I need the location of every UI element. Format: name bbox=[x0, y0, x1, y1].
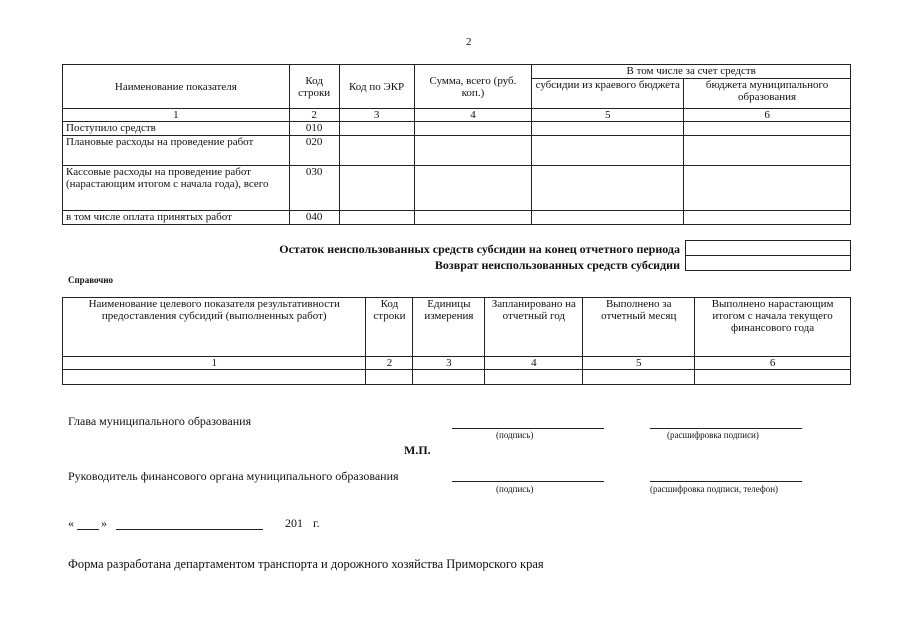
head-decode-line[interactable] bbox=[650, 428, 802, 429]
page-number: 2 bbox=[466, 36, 472, 48]
cell-ekr[interactable] bbox=[339, 166, 414, 211]
finance-sign-hint: (подпись) bbox=[496, 484, 534, 494]
row-code: 020 bbox=[289, 136, 339, 166]
cell-ekr[interactable] bbox=[339, 122, 414, 136]
cell-code[interactable] bbox=[366, 370, 413, 385]
footer-note: Форма разработана департаментом транспорта и дорожного хозяйства Приморского края bbox=[68, 557, 544, 571]
table-row bbox=[63, 370, 851, 385]
funds-table bbox=[62, 64, 851, 225]
cell-done-total[interactable] bbox=[695, 370, 851, 385]
col-done-total-header: Выполнено нарастающим итогом с начала текущего финансового года bbox=[695, 298, 851, 357]
cell-municipal[interactable] bbox=[684, 166, 851, 211]
cell-region[interactable] bbox=[532, 136, 684, 166]
date-day-field[interactable] bbox=[77, 529, 99, 530]
date-year-prefix: 201 bbox=[285, 516, 303, 530]
cell-region[interactable] bbox=[532, 211, 684, 225]
row-code: 010 bbox=[289, 122, 339, 136]
col-number: 5 bbox=[583, 357, 695, 370]
row-name: Кассовые расходы на проведение работ (нарастающим итогом с начала года), всего bbox=[63, 166, 290, 211]
cell-ekr[interactable] bbox=[339, 136, 414, 166]
col-number: 5 bbox=[532, 109, 684, 122]
table-row bbox=[63, 166, 851, 211]
col-name-header: Наименование показателя bbox=[63, 65, 290, 109]
cell-municipal[interactable] bbox=[684, 211, 851, 225]
row-code: 030 bbox=[289, 166, 339, 211]
col-code-header: Код строки bbox=[366, 298, 413, 357]
finance-head-label: Руководитель финансового органа муниципального образования bbox=[68, 469, 399, 483]
head-decode-hint: (расшифровка подписи) bbox=[667, 430, 759, 440]
finance-signature-line[interactable] bbox=[452, 481, 604, 482]
finance-decode-line[interactable] bbox=[650, 481, 802, 482]
col-code-header: Код строки bbox=[289, 65, 339, 109]
col-number: 1 bbox=[63, 357, 366, 370]
cell-done-month[interactable] bbox=[583, 370, 695, 385]
cell-units[interactable] bbox=[413, 370, 485, 385]
remainder-value-cell[interactable] bbox=[686, 241, 851, 256]
col-number: 1 bbox=[63, 109, 290, 122]
head-sign-hint: (подпись) bbox=[496, 430, 534, 440]
col-group-header: В том числе за счет средств bbox=[532, 65, 851, 79]
table-row bbox=[63, 136, 851, 166]
row-name: Плановые расходы на проведение работ bbox=[63, 136, 290, 166]
col-number: 3 bbox=[339, 109, 414, 122]
col-number: 4 bbox=[414, 109, 532, 122]
col-done-month-header: Выполнено за отчетный месяц bbox=[583, 298, 695, 357]
cell-region[interactable] bbox=[532, 166, 684, 211]
cell-sum[interactable] bbox=[414, 211, 532, 225]
col-indicator-header: Наименование целевого показателя результативности предоставления субсидий (выполненных работ) bbox=[63, 298, 366, 357]
col-number: 4 bbox=[485, 357, 583, 370]
date-open-quote: « bbox=[68, 516, 74, 530]
col-units-header: Единицы измерения bbox=[413, 298, 485, 357]
head-signature-line[interactable] bbox=[452, 428, 604, 429]
cell-indicator[interactable] bbox=[63, 370, 366, 385]
col-region-header: субсидии из краевого бюджета bbox=[532, 79, 684, 109]
cell-region[interactable] bbox=[532, 122, 684, 136]
date-close-quote: » bbox=[101, 516, 107, 530]
cell-sum[interactable] bbox=[414, 122, 532, 136]
reference-label: Справочно bbox=[68, 275, 114, 285]
col-number: 6 bbox=[695, 357, 851, 370]
col-municipal-header: бюджета муниципального образования bbox=[684, 79, 851, 109]
date-month-field[interactable] bbox=[116, 529, 263, 530]
table-row bbox=[63, 122, 851, 136]
summary-boxes bbox=[685, 240, 851, 271]
remainder-label: Остаток неиспользованных средств субсидии на конец отчетного периода bbox=[279, 242, 680, 256]
col-number: 2 bbox=[366, 357, 413, 370]
indicators-table bbox=[62, 297, 851, 385]
finance-decode-hint: (расшифровка подписи, телефон) bbox=[650, 484, 779, 494]
row-name: в том числе оплата принятых работ bbox=[63, 211, 290, 225]
stamp-label: М.П. bbox=[404, 443, 431, 457]
table-row bbox=[63, 211, 851, 225]
col-planned-header: Запланировано на отчетный год bbox=[485, 298, 583, 357]
return-label: Возврат неиспользованных средств субсидии bbox=[434, 258, 680, 272]
return-value-cell[interactable] bbox=[686, 256, 851, 271]
col-number: 2 bbox=[289, 109, 339, 122]
cell-sum[interactable] bbox=[414, 136, 532, 166]
head-label: Глава муниципального образования bbox=[68, 414, 252, 428]
cell-municipal[interactable] bbox=[684, 122, 851, 136]
col-sum-header: Сумма, всего (руб. коп.) bbox=[414, 65, 532, 109]
cell-sum[interactable] bbox=[414, 166, 532, 211]
row-code: 040 bbox=[289, 211, 339, 225]
col-ekr-header: Код по ЭКР bbox=[339, 65, 414, 109]
cell-ekr[interactable] bbox=[339, 211, 414, 225]
cell-municipal[interactable] bbox=[684, 136, 851, 166]
cell-planned[interactable] bbox=[485, 370, 583, 385]
date-year-suffix: г. bbox=[313, 516, 320, 530]
col-number: 3 bbox=[413, 357, 485, 370]
col-number: 6 bbox=[684, 109, 851, 122]
row-name: Поступило средств bbox=[63, 122, 290, 136]
